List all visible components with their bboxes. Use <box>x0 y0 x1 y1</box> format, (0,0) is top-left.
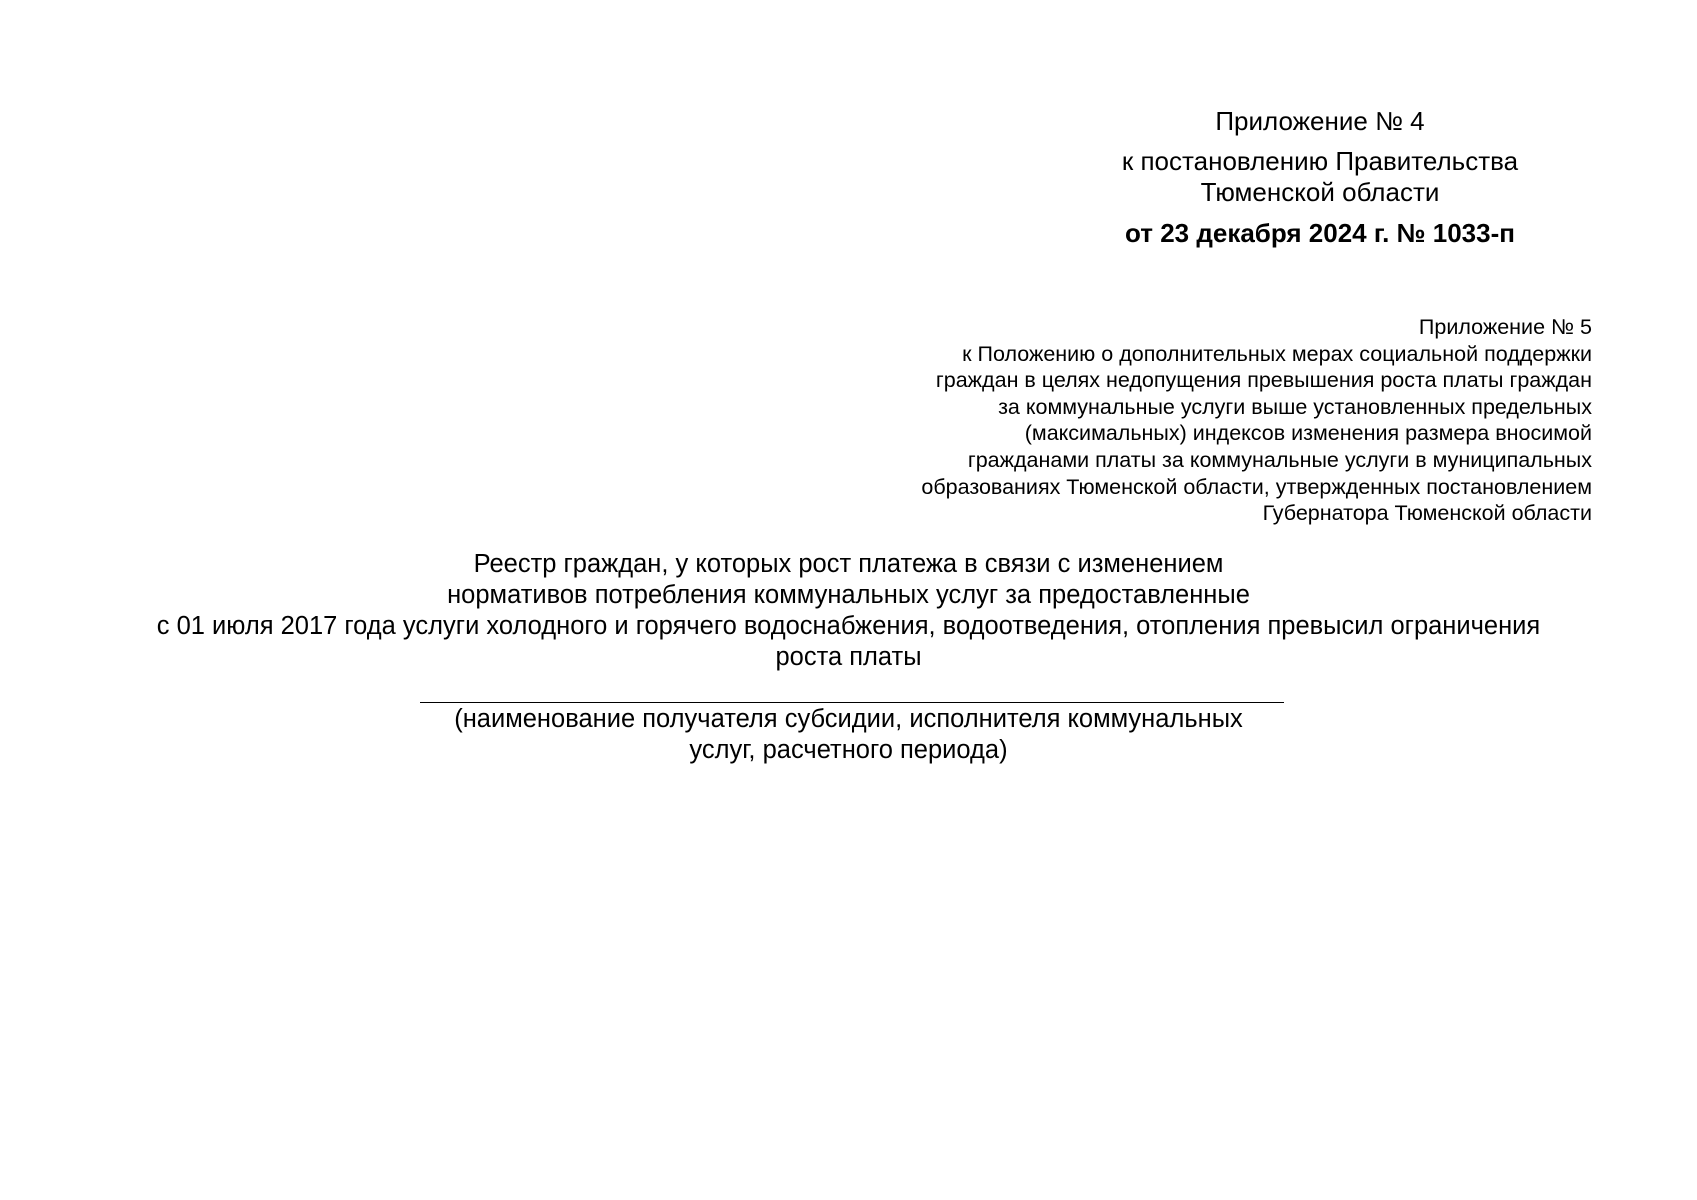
registry-title <box>0 549 1697 673</box>
appendix-5-line: гражданами платы за коммунальные услуги в муниципальных <box>967 447 1592 472</box>
recipient-blank-line <box>420 702 1284 703</box>
decree-date-number: от 23 декабря 2024 г. № 1033-п <box>1125 218 1515 248</box>
recipient-caption <box>0 704 1697 766</box>
appendix-4-reference-line-2: Тюменской области <box>1200 177 1440 207</box>
appendix-5-line: Приложение № 5 <box>1418 315 1592 339</box>
appendix-5-line: образованиях Тюменской области, утвержденных постановлением <box>921 474 1592 499</box>
registry-title-line: нормативов потребления коммунальных услуг за предоставленные <box>447 581 1250 609</box>
appendix-5-header <box>692 314 1592 527</box>
registry-title-line: Реестр граждан, у которых рост платежа в связи с изменением <box>473 550 1224 578</box>
appendix-5-line: к Положению о дополнительных мерах социальной поддержки <box>962 341 1592 366</box>
appendix-5-line: граждан в целях недопущения превышения роста платы граждан <box>935 368 1592 393</box>
appendix-5-line: за коммунальные услуги выше установленных предельных <box>998 394 1592 419</box>
appendix-4-header <box>1040 106 1600 248</box>
appendix-5-line: Губернатора Тюменской области <box>1262 501 1592 526</box>
registry-title-line: роста платы <box>775 643 922 671</box>
appendix-4-title: Приложение № 4 <box>1215 106 1425 136</box>
appendix-5-line: (максимальных) индексов изменения размера вносимой <box>1024 421 1592 446</box>
registry-title-line: с 01 июля 2017 года услуги холодного и горячего водоснабжения, водоотведения, отопления превысил ограничения <box>156 612 1541 640</box>
recipient-caption-line: услуг, расчетного периода) <box>689 736 1008 764</box>
recipient-caption-line: (наименование получателя субсидии, исполнителя коммунальных <box>454 705 1243 733</box>
appendix-4-reference-line-1: к постановлению Правительства <box>1121 146 1519 176</box>
